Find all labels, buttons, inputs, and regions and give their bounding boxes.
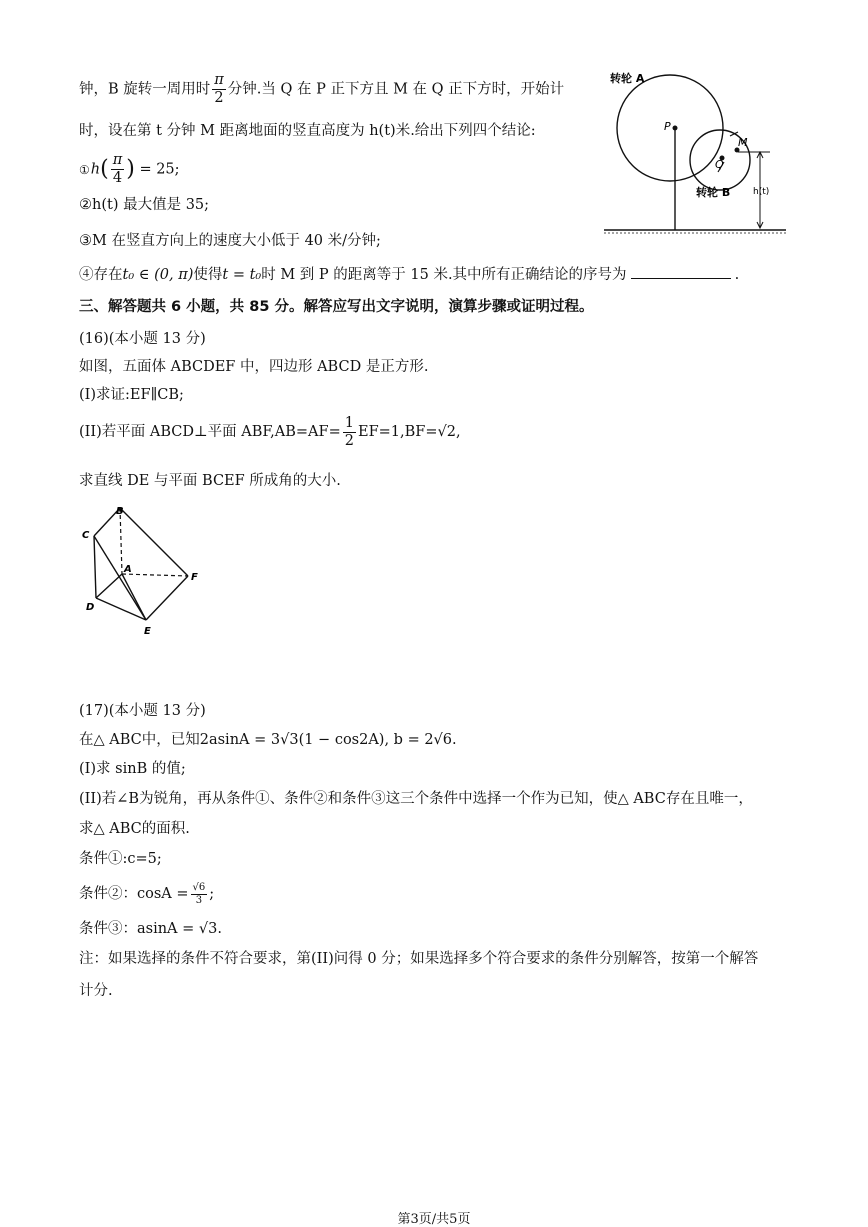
wheel-diagram [600,62,790,238]
conclusion-1: ①h( $\frac{\pi}{4}$ ) = 25; [79,152,180,186]
note-line: 注：如果选择的条件不符合要求，第(II)问得 0 分；如果选择多个符合要求的条件分别解答，按第一个解答 [79,951,759,967]
condition-1: 条件①:c=5; [79,851,162,867]
q16-part2: (II)若平面 ABCD⊥平面 ABF,AB=AF= $\frac{1}{2}$ EF=1,BF=√2, [79,414,461,449]
label-wheel-b: 转轮 B [696,186,731,199]
q17-part2: (II)若∠B为锐角，再从条件①、条件②和条件③这三个条件中选择一个作为已知，使△ ABC存在且唯一， [79,791,753,807]
fraction-pi-over-2: $\frac{\pi}{2}$ [214,72,224,106]
q17-line: 在△ ABC中，已知2asinA = 3√3(1 − cos2A), b = 2√6. [79,732,457,748]
label-m: M [738,136,748,149]
condition-3: 条件③：asinA = √3. [79,921,222,937]
note-line: 计分. [79,983,113,999]
fraction-one-half: $\frac{1}{2}$ [344,414,354,449]
q17-part1: (I)求 sinB 的值; [79,761,186,777]
label-f: F [191,572,198,583]
pentahedron-diagram [78,500,208,640]
label-p: P [664,120,671,133]
text-line: 钟，B 旋转一周用时 $\frac{\pi}{2}$ 分钟.当 Q 在 P 正下方且 M 在 Q 正下方时，开始计 [79,72,565,106]
label-c: C [82,530,90,541]
q16-header: (16)(本小题 13 分) [79,331,206,347]
label-d: D [86,602,95,613]
label-q: Q [715,158,724,171]
label-h: h(t) [753,187,770,197]
page-number: 第3页/共5页 [397,1212,471,1227]
answer-blank [631,264,731,279]
conclusion-3: ③M 在竖直方向上的速度大小低于 40 米/分钟; [79,233,381,249]
conclusion-4: ④存在t₀ ∈ (0, π)使得t = t₀时 M 到 P 的距离等于 15 米.其中所有正确结论的序号为 . [79,264,739,286]
label-wheel-a: 转轮 A [610,72,645,85]
fraction-pi-over-4: $\frac{\pi}{4}$ [112,152,123,186]
text-line: 时，设在第 t 分钟 M 距离地面的竖直高度为 h(t)米.给出下列四个结论: [79,123,536,139]
q17-line: 求△ ABC的面积. [79,821,190,837]
section-heading: 三、解答题共 6 小题，共 85 分。解答应写出文字说明，演算步骤或证明过程。 [79,299,594,315]
conclusion-2: ②h(t) 最大值是 35; [79,197,210,213]
q17-header: (17)(本小题 13 分) [79,703,206,719]
fraction-sqrt6-over-3: $\frac{√6}{3}$ [192,881,206,906]
label-e: E [144,626,151,637]
q16-line: 如图，五面体 ABCDEF 中，四边形 ABCD 是正方形. [79,359,429,375]
condition-2: 条件②：cosA = $\frac{√6}{3}$ ; [79,881,215,906]
q16-line: 求直线 DE 与平面 BCEF 所成角的大小. [79,473,341,489]
q16-part1: (I)求证:EF∥CB; [79,387,184,403]
label-b: B [116,506,124,517]
label-a: A [124,564,132,575]
